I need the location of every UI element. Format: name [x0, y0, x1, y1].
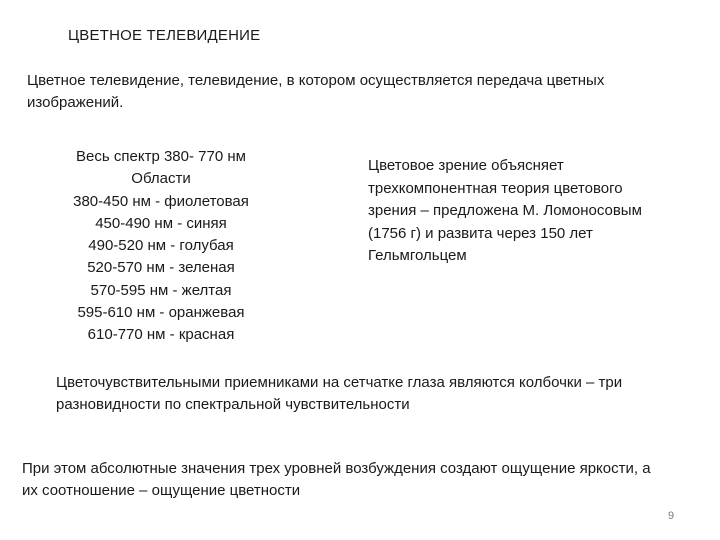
definition-term: Цветное телевидение: [27, 72, 180, 89]
spectrum-line: 380-450 нм - фиолетовая: [73, 192, 249, 210]
spectrum-line: 595-610 нм - оранжевая: [77, 304, 245, 322]
definition-text: , телевидение, в котором осуществляется передача цветных изображений.: [27, 72, 605, 111]
spectrum-line: 490-520 нм - голубая: [88, 237, 234, 255]
spectrum-line: 450-490 нм - синяя: [95, 214, 227, 232]
spectrum-list: [48, 146, 274, 347]
spectrum-line: Области: [131, 170, 191, 188]
definition-paragraph: [27, 70, 687, 114]
cones-paragraph: Цветочувствительными приемниками на сетчатке глаза являются колбочки – три разновидности по спектральной чувствительности: [56, 374, 623, 413]
page-number: 9: [668, 510, 675, 522]
spectrum-line: 570-595 нм - желтая: [90, 281, 232, 299]
perception-paragraph: При этом абсолютные значения трех уровней возбуждения создают ощущение яркости, а их соотношение – ощущение цветности: [22, 460, 651, 499]
theory-paragraph: Цветовое зрение объясняет трехкомпонентная теория цветового зрения – предложена М. Ломоносовым (1756 г) и развита через 150 лет Гельмгольцем: [368, 157, 642, 264]
spectrum-line: Весь спектр 380- 770 нм: [76, 148, 246, 165]
spectrum-line: 610-770 нм - красная: [87, 326, 235, 344]
spectrum-line: 520-570 нм - зеленая: [87, 259, 235, 277]
slide-title: ЦВЕТНОЕ ТЕЛЕВИДЕНИЕ: [68, 27, 261, 44]
